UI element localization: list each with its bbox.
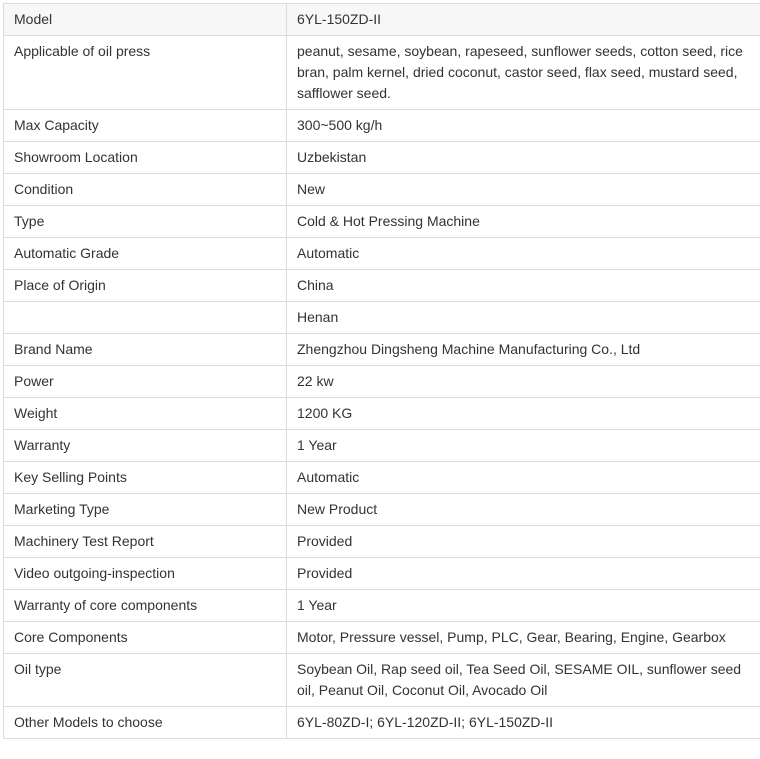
spec-row-place-of-origin (4, 270, 760, 302)
spec-table-body (4, 4, 760, 739)
spec-value: Henan (287, 302, 760, 334)
spec-label (4, 302, 287, 334)
spec-value: 1 Year (287, 590, 760, 622)
spec-row-warranty-core-components (4, 590, 760, 622)
spec-value: 22 kw (287, 366, 760, 398)
spec-row-max-capacity (4, 110, 760, 142)
spec-value: Provided (287, 526, 760, 558)
spec-row-weight (4, 398, 760, 430)
spec-value: Uzbekistan (287, 142, 760, 174)
spec-label: Other Models to choose (4, 707, 287, 739)
spec-row-video-outgoing-inspection (4, 558, 760, 590)
spec-value: Cold & Hot Pressing Machine (287, 206, 760, 238)
spec-label: Applicable of oil press (4, 36, 287, 110)
spec-row-key-selling-points (4, 462, 760, 494)
spec-row-applicable-oil-press (4, 36, 760, 110)
spec-value: 6YL-80ZD-I; 6YL-120ZD-II; 6YL-150ZD-II (287, 707, 760, 739)
spec-label: Warranty of core components (4, 590, 287, 622)
spec-label: Weight (4, 398, 287, 430)
spec-row-type (4, 206, 760, 238)
spec-value: peanut, sesame, soybean, rapeseed, sunflower seeds, cotton seed, rice bran, palm kernel, dried coconut, castor seed, flax seed, mustard seed, safflower seed. (287, 36, 760, 110)
spec-label: Automatic Grade (4, 238, 287, 270)
spec-label: Marketing Type (4, 494, 287, 526)
spec-row-brand-name (4, 334, 760, 366)
spec-value: 6YL-150ZD-II (287, 4, 760, 36)
spec-label: Showroom Location (4, 142, 287, 174)
spec-label: Key Selling Points (4, 462, 287, 494)
spec-value: Automatic (287, 462, 760, 494)
spec-label: Machinery Test Report (4, 526, 287, 558)
spec-value: 1 Year (287, 430, 760, 462)
spec-value: New Product (287, 494, 760, 526)
spec-label: Place of Origin (4, 270, 287, 302)
spec-value: Motor, Pressure vessel, Pump, PLC, Gear, Bearing, Engine, Gearbox (287, 622, 760, 654)
spec-label: Oil type (4, 654, 287, 707)
spec-value: 300~500 kg/h (287, 110, 760, 142)
spec-label: Brand Name (4, 334, 287, 366)
spec-row-machinery-test-report (4, 526, 760, 558)
spec-label: Condition (4, 174, 287, 206)
spec-value: Soybean Oil, Rap seed oil, Tea Seed Oil, SESAME OIL, sunflower seed oil, Peanut Oil, Coconut Oil, Avocado Oil (287, 654, 760, 707)
spec-label: Core Components (4, 622, 287, 654)
spec-label: Power (4, 366, 287, 398)
spec-value: Zhengzhou Dingsheng Machine Manufacturing Co., Ltd (287, 334, 760, 366)
spec-value: Automatic (287, 238, 760, 270)
spec-row-warranty (4, 430, 760, 462)
spec-row-automatic-grade (4, 238, 760, 270)
spec-row-power (4, 366, 760, 398)
spec-row-model (4, 4, 760, 36)
spec-row-showroom-location (4, 142, 760, 174)
spec-label: Warranty (4, 430, 287, 462)
spec-row-core-components (4, 622, 760, 654)
spec-label: Type (4, 206, 287, 238)
spec-value: Provided (287, 558, 760, 590)
spec-row-province (4, 302, 760, 334)
spec-row-oil-type (4, 654, 760, 707)
spec-label: Max Capacity (4, 110, 287, 142)
product-specification-table (3, 3, 760, 739)
spec-row-condition (4, 174, 760, 206)
spec-label: Video outgoing-inspection (4, 558, 287, 590)
spec-label: Model (4, 4, 287, 36)
spec-value: New (287, 174, 760, 206)
spec-value: 1200 KG (287, 398, 760, 430)
spec-row-other-models (4, 707, 760, 739)
spec-value: China (287, 270, 760, 302)
spec-row-marketing-type (4, 494, 760, 526)
